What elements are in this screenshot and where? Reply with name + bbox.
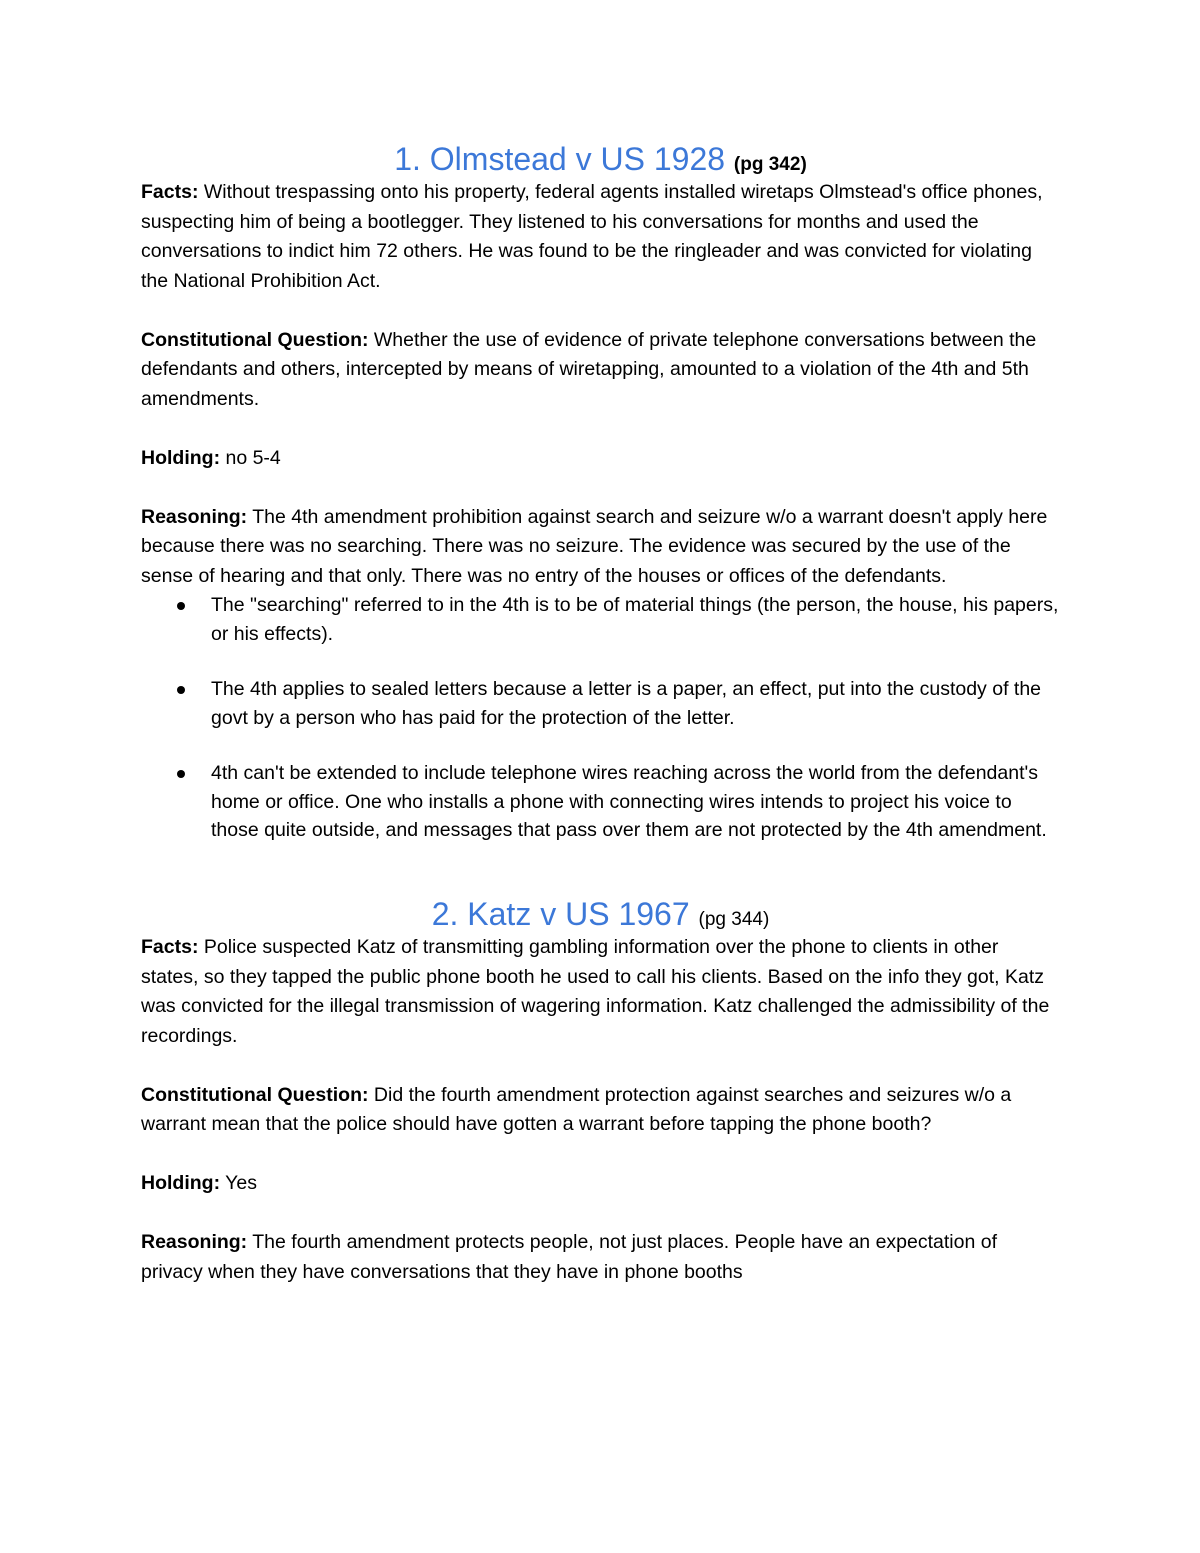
question-paragraph (141, 1081, 1060, 1140)
reasoning-text: The fourth amendment protects people, not just places. People have an expectation of privacy when they have conversations that they have in phone booths (141, 1231, 997, 1283)
reasoning-text: The 4th amendment prohibition against search and seizure w/o a warrant doesn't apply here because there was no searching. There was no seizure. The evidence was secured by the use of the sense of hearing and that only. There was no entry of the houses or offices of the defendants. (141, 505, 1048, 587)
case-title (141, 895, 1060, 933)
bullet-text: The 4th applies to sealed letters because a letter is a paper, an effect, put into the custody of the govt by a person who has paid for the protection of the letter. (211, 678, 1042, 729)
reasoning-bullet-list (141, 591, 1060, 845)
facts-label: Facts: (141, 936, 199, 959)
bullet-icon (177, 602, 185, 610)
bullet-text: 4th can't be extended to include telephone wires reaching across the world from the defendant's home or office. One who installs a phone with connecting wires intends to project his voice to those quite outside, and messages that pass over them are not protected by the 4th amendment. (211, 762, 1047, 842)
list-item (211, 675, 1060, 732)
facts-text: Police suspected Katz of transmitting gambling information over the phone to clients in other states, so they tapped the public phone booth he used to call his clients. Based on the info they got, Katz was convicted for the illegal transmission of wagering information. Katz challenged the admissibility of the recordings. (141, 936, 1050, 1047)
question-label: Constitutional Question: (141, 328, 369, 351)
facts-text: Without trespassing onto his property, federal agents installed wiretaps Olmstead's office phones, suspecting him of being a bootlegger. They listened to his conversations for months and used the conversations to indict him 72 others. He was found to be the ringleader and was convicted for violating the National Prohibition Act. (141, 181, 1043, 292)
bullet-text: The "searching" referred to in the 4th is to be of material things (the person, the house, his papers, or his effects). (211, 594, 1059, 645)
page-reference: (pg 344) (698, 908, 770, 930)
case-section-olmstead (141, 140, 1060, 845)
question-paragraph (141, 326, 1060, 415)
holding-text: no 5-4 (225, 446, 281, 469)
facts-label: Facts: (141, 181, 199, 204)
holding-text: Yes (225, 1172, 257, 1195)
case-title-text: 1. Olmstead v US 1928 (394, 141, 726, 177)
reasoning-paragraph (141, 1228, 1060, 1287)
holding-paragraph (141, 444, 1060, 474)
facts-paragraph (141, 178, 1060, 296)
list-item (211, 759, 1060, 845)
bullet-icon (177, 770, 185, 778)
list-item (211, 591, 1060, 648)
question-text: Did the fourth amendment protection against searches and seizures w/o a warrant mean that the police should have gotten a warrant before tapping the phone booth? (141, 1083, 1012, 1136)
question-label: Constitutional Question: (141, 1083, 369, 1106)
reasoning-label: Reasoning: (141, 505, 248, 528)
bullet-icon (177, 686, 185, 694)
holding-paragraph (141, 1169, 1060, 1199)
holding-label: Holding: (141, 446, 221, 469)
reasoning-paragraph (141, 503, 1060, 592)
case-title-text: 2. Katz v US 1967 (431, 895, 690, 932)
case-section-katz (141, 895, 1060, 1287)
holding-label: Holding: (141, 1172, 221, 1195)
reasoning-label: Reasoning: (141, 1231, 248, 1254)
question-text: Whether the use of evidence of private telephone conversations between the defendants and others, intercepted by means of wiretapping, amounted to a violation of the 4th and 5th amendments. (141, 328, 1037, 410)
facts-paragraph (141, 933, 1060, 1051)
page-reference: (pg 342) (733, 154, 807, 175)
case-title (141, 140, 1060, 178)
